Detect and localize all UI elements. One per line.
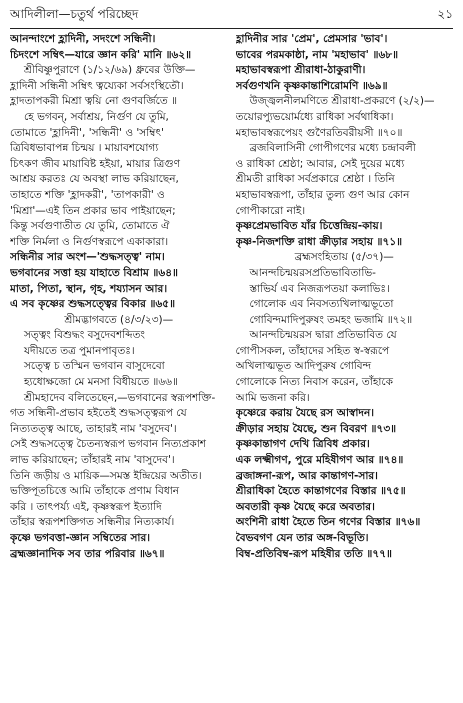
text-line: ব্রহ্মজ্ঞানাদিক সব তার পরিবার ॥৬৭॥ xyxy=(10,547,165,560)
text-line: আমি ভজনা করি। xyxy=(235,391,310,404)
text-line: আশ্রয় করতঃ যে অবস্থা লাভ করিয়াছেন, xyxy=(10,173,179,186)
text-line: আনন্দাংশে হ্লাদিনী, সদংশে সন্ধিনী। xyxy=(10,33,156,45)
text-line: যদীয়তে তত্র পুমানপাবৃতঃ। xyxy=(24,344,135,357)
text-line: তোমাতে 'হ্লাদিনী', 'সন্ধিনী' ও 'সম্বিৎ' xyxy=(10,126,164,139)
text-line: সন্ধিনীর সার অংশ—'শুদ্ধসত্ত্ব' নাম। xyxy=(10,251,165,264)
text-line: মহাভাবস্বরূপা শ্রীরাধা-ঠাকুরাণী। xyxy=(235,64,366,77)
text-line: বিম্ব-প্রতিবিম্ব-রূপ মহিষীর ততি ॥৭৭॥ xyxy=(235,547,392,560)
text-line: ভাবের পরমকাষ্ঠা, নাম 'মহাভাব' ॥৬৮॥ xyxy=(235,48,399,61)
text-line: কৃষ্ণে ভগবত্তা-জ্ঞান সম্বিতের সার। xyxy=(10,532,150,544)
text-line: শ্রীরাধিকা হৈতে কান্তাগণের বিস্তার ॥৭৫॥ xyxy=(235,485,406,498)
text-line: ভক্তিপূতচিত্তে আমি তাঁহাকে প্রণাম বিধান xyxy=(10,485,180,498)
header-rule xyxy=(10,28,453,29)
text-line: আনন্দচিন্ময়রসপ্রতিভাবিতাভি- xyxy=(249,266,376,279)
text-line: তাঁহার স্বরূপশক্তিগত সন্ধিনীর নিত্যকার্য। xyxy=(10,516,175,529)
text-line: গোলোক এব নিবসত্যখিলাত্মভূতো xyxy=(249,298,394,311)
text-line: মহাভাবস্বরূপা, তাঁহার তুল্য গুণ আর কোন xyxy=(235,188,410,201)
chapter-title: আদিলীলা—চতুর্থ পরিচ্ছেদ xyxy=(10,7,139,21)
text-line: আনন্দচিন্ময়রস দ্বারা প্রতিভাবিত যে xyxy=(249,329,397,342)
running-header xyxy=(10,4,453,26)
text-line: তাহাতে শক্তি 'হ্লাদকরী', 'তাপকারী' ও xyxy=(10,188,165,201)
text-line: স্তাভির্য এব নিজরূপতয়া কলাভিঃ। xyxy=(249,282,390,295)
text-line: মাতা, পিতা, স্থান, গৃহ, শয্যাসন আর। xyxy=(10,282,168,295)
text-line: ব্রজবিলাসিনী গোপীগণের মধ্যে চন্দ্রাবলী xyxy=(249,142,416,155)
text-line: করি । তাৎপর্য্য এই, কৃষ্ণস্বরূপ ইত্যাদি xyxy=(10,500,162,513)
text-line: অখিলাত্মভূত আদিপুরুষ গোবিন্দ xyxy=(235,360,372,373)
text-line: কৃষ্ণ-নিজশক্তি রাধা ক্রীড়ার সহায় ॥৭১॥ xyxy=(235,235,403,248)
text-line: 'মিশ্রা'—এই তিন প্রকার ভাব পাইয়াছেন; xyxy=(10,204,176,217)
text-line: লাভ করিয়াছেন; তাঁহারই নাম 'বাসুদেব'। xyxy=(10,454,175,467)
page-number: ২১ xyxy=(437,7,453,21)
text-line: অবতারী কৃষ্ণ যৈছে করে অবতার। xyxy=(235,500,375,513)
text-line: হ্যধোক্ষজো মে মনসা বিধীয়তে ॥৬৬॥ xyxy=(24,376,178,389)
text-line: গত সন্ধিনী-প্রভাব হইতেই শুদ্ধসত্ত্বরূপ যে xyxy=(10,407,187,420)
text-line: নিত্যতত্ত্ব আছে, তাহারই নাম 'বসুদেব'। xyxy=(10,422,177,435)
text-line: হে ভগবন্, সর্বাশ্রয়, নির্গুণ যে তুমি, xyxy=(24,110,169,123)
text-line: বৈভবগণ যেন তার অঙ্গ-বিভূতি। xyxy=(235,532,369,544)
text-line: ব্রহ্মসংহিতায় (৫/৩৭)— xyxy=(294,251,394,264)
text-line: অংশিনী রাধা হৈতে তিন গণের বিস্তার ॥৭৬॥ xyxy=(235,516,421,529)
text-line: কৃষ্ণেরে করায় যৈছে রস আস্বাদন। xyxy=(235,407,374,420)
text-line: কৃষ্ণপ্রেমভাবিত যাঁর চিত্তেন্দ্রিয়-কায়। xyxy=(235,220,383,233)
text-line: ব্রজাঙ্গনা-রূপ, আর কান্তাগণ-সার। xyxy=(235,469,378,482)
text-line: এ সব কৃষ্ণের শুদ্ধসত্ত্বের বিকার ॥৬৫॥ xyxy=(10,298,176,311)
text-columns xyxy=(10,32,453,562)
text-line: হ্লাদিনী সন্ধিনী সম্বিৎ ত্বয্যেকা সর্বসংস্থিতৌ। xyxy=(10,79,184,92)
text-line: চিৎকণ জীব মায়াবিষ্ট হইয়া, মায়ার ত্রিগুণ xyxy=(10,157,180,170)
text-line: ক্রীড়ার সহায় যৈছে, শুন বিবরণ ॥৭৩॥ xyxy=(235,422,397,435)
text-line: শ্রীমদ্ভাগবতে (৪/৩/২৩)— xyxy=(64,313,174,326)
text-line: কিন্তু সর্বগুণাতীত যে তুমি, তোমাতে ঐ xyxy=(10,220,170,233)
text-line: গোপীসকল, তাঁহাদের সহিত স্ব-স্বরূপে xyxy=(235,344,390,357)
text-line: হ্লাদতাপকরী মিশ্রা ত্বয়ি নো গুণবর্জিতে ॥ xyxy=(10,95,178,108)
text-line: শ্রীমতী রাধিকা সর্বপ্রকারে শ্রেষ্ঠা । তিনি xyxy=(235,173,395,186)
text-line: শক্তি নির্মলা ও নির্গুণস্বরূপে একাকারা। xyxy=(10,235,169,248)
text-line: ত্রিবিধভাবাপন্ন চিন্ময় । মায়াবশযোগ্য xyxy=(10,142,159,155)
text-line: কৃষ্ণকান্তাগণ দেখি ত্রিবিধ প্রকার। xyxy=(235,438,370,451)
text-line: সেই শুদ্ধসত্ত্বে চৈতন্যস্বরূপ ভগবান নিত্যপ্রকাশ xyxy=(10,438,207,451)
text-line: ও রাধিকা শ্রেষ্ঠা; আবার, সেই দুয়ের মধ্যে xyxy=(235,157,405,170)
text-line: গোবিন্দমাদিপুরুষং তমহং ভজামি ॥৭২॥ xyxy=(249,313,413,326)
text-line: সত্ত্বে চ তস্মিন ভগবান বাসুদেবো xyxy=(24,360,165,373)
text-line: চিদংশে সম্বিৎ—যারে জ্ঞান করি' মানি ॥৬২॥ xyxy=(10,48,192,61)
left-column xyxy=(10,32,228,562)
text-line: গোপীকারো নাই। xyxy=(235,204,306,217)
text-line: উজ্জ্বলনীলমণিতে শ্রীরাধা-প্রকরণে (২/২)— xyxy=(249,95,435,108)
text-line: শ্রীবিষ্ণুপুরাণে (১/১২/৬৯) ধ্রুবের উক্তি— xyxy=(24,64,196,77)
text-line: হ্লাদিনীর সার 'প্রেম', প্রেমসার 'ভাব'। xyxy=(235,33,388,45)
text-line: শ্রীমহাদেব বলিতেছেন,—ভগবানের স্বরূপশক্তি- xyxy=(24,391,216,404)
text-line: সত্ত্বং বিশুদ্ধং বসুদেবশব্দিতং xyxy=(24,329,145,342)
text-line: তয়োরপ্যুভয়োর্মধ্যে রাধিকা সর্বথাধিকা। xyxy=(235,110,394,123)
right-column xyxy=(236,32,454,562)
text-line: তিনি জড়ীয় ও মায়িক—সমস্ত ইন্দ্রিয়ের অতীত। xyxy=(10,469,202,482)
text-line: মহাভাবস্বরূপেয়ং গুণৈরতিবরীয়সী ॥৭০॥ xyxy=(235,126,403,139)
text-line: সর্বগুণখনি কৃষ্ণকান্তাশিরোমণি ॥৬৯॥ xyxy=(235,79,388,92)
text-line: এক লক্ষ্মীগণ, পুরে মহিষীগণ আর ॥৭৪॥ xyxy=(235,454,404,467)
text-line: গোলোকে নিত্য নিবাস করেন, তাঁহাকে xyxy=(235,376,393,389)
text-line: ভগবানের সত্তা হয় যাহাতে বিশ্রাম ॥৬৪॥ xyxy=(10,266,178,279)
